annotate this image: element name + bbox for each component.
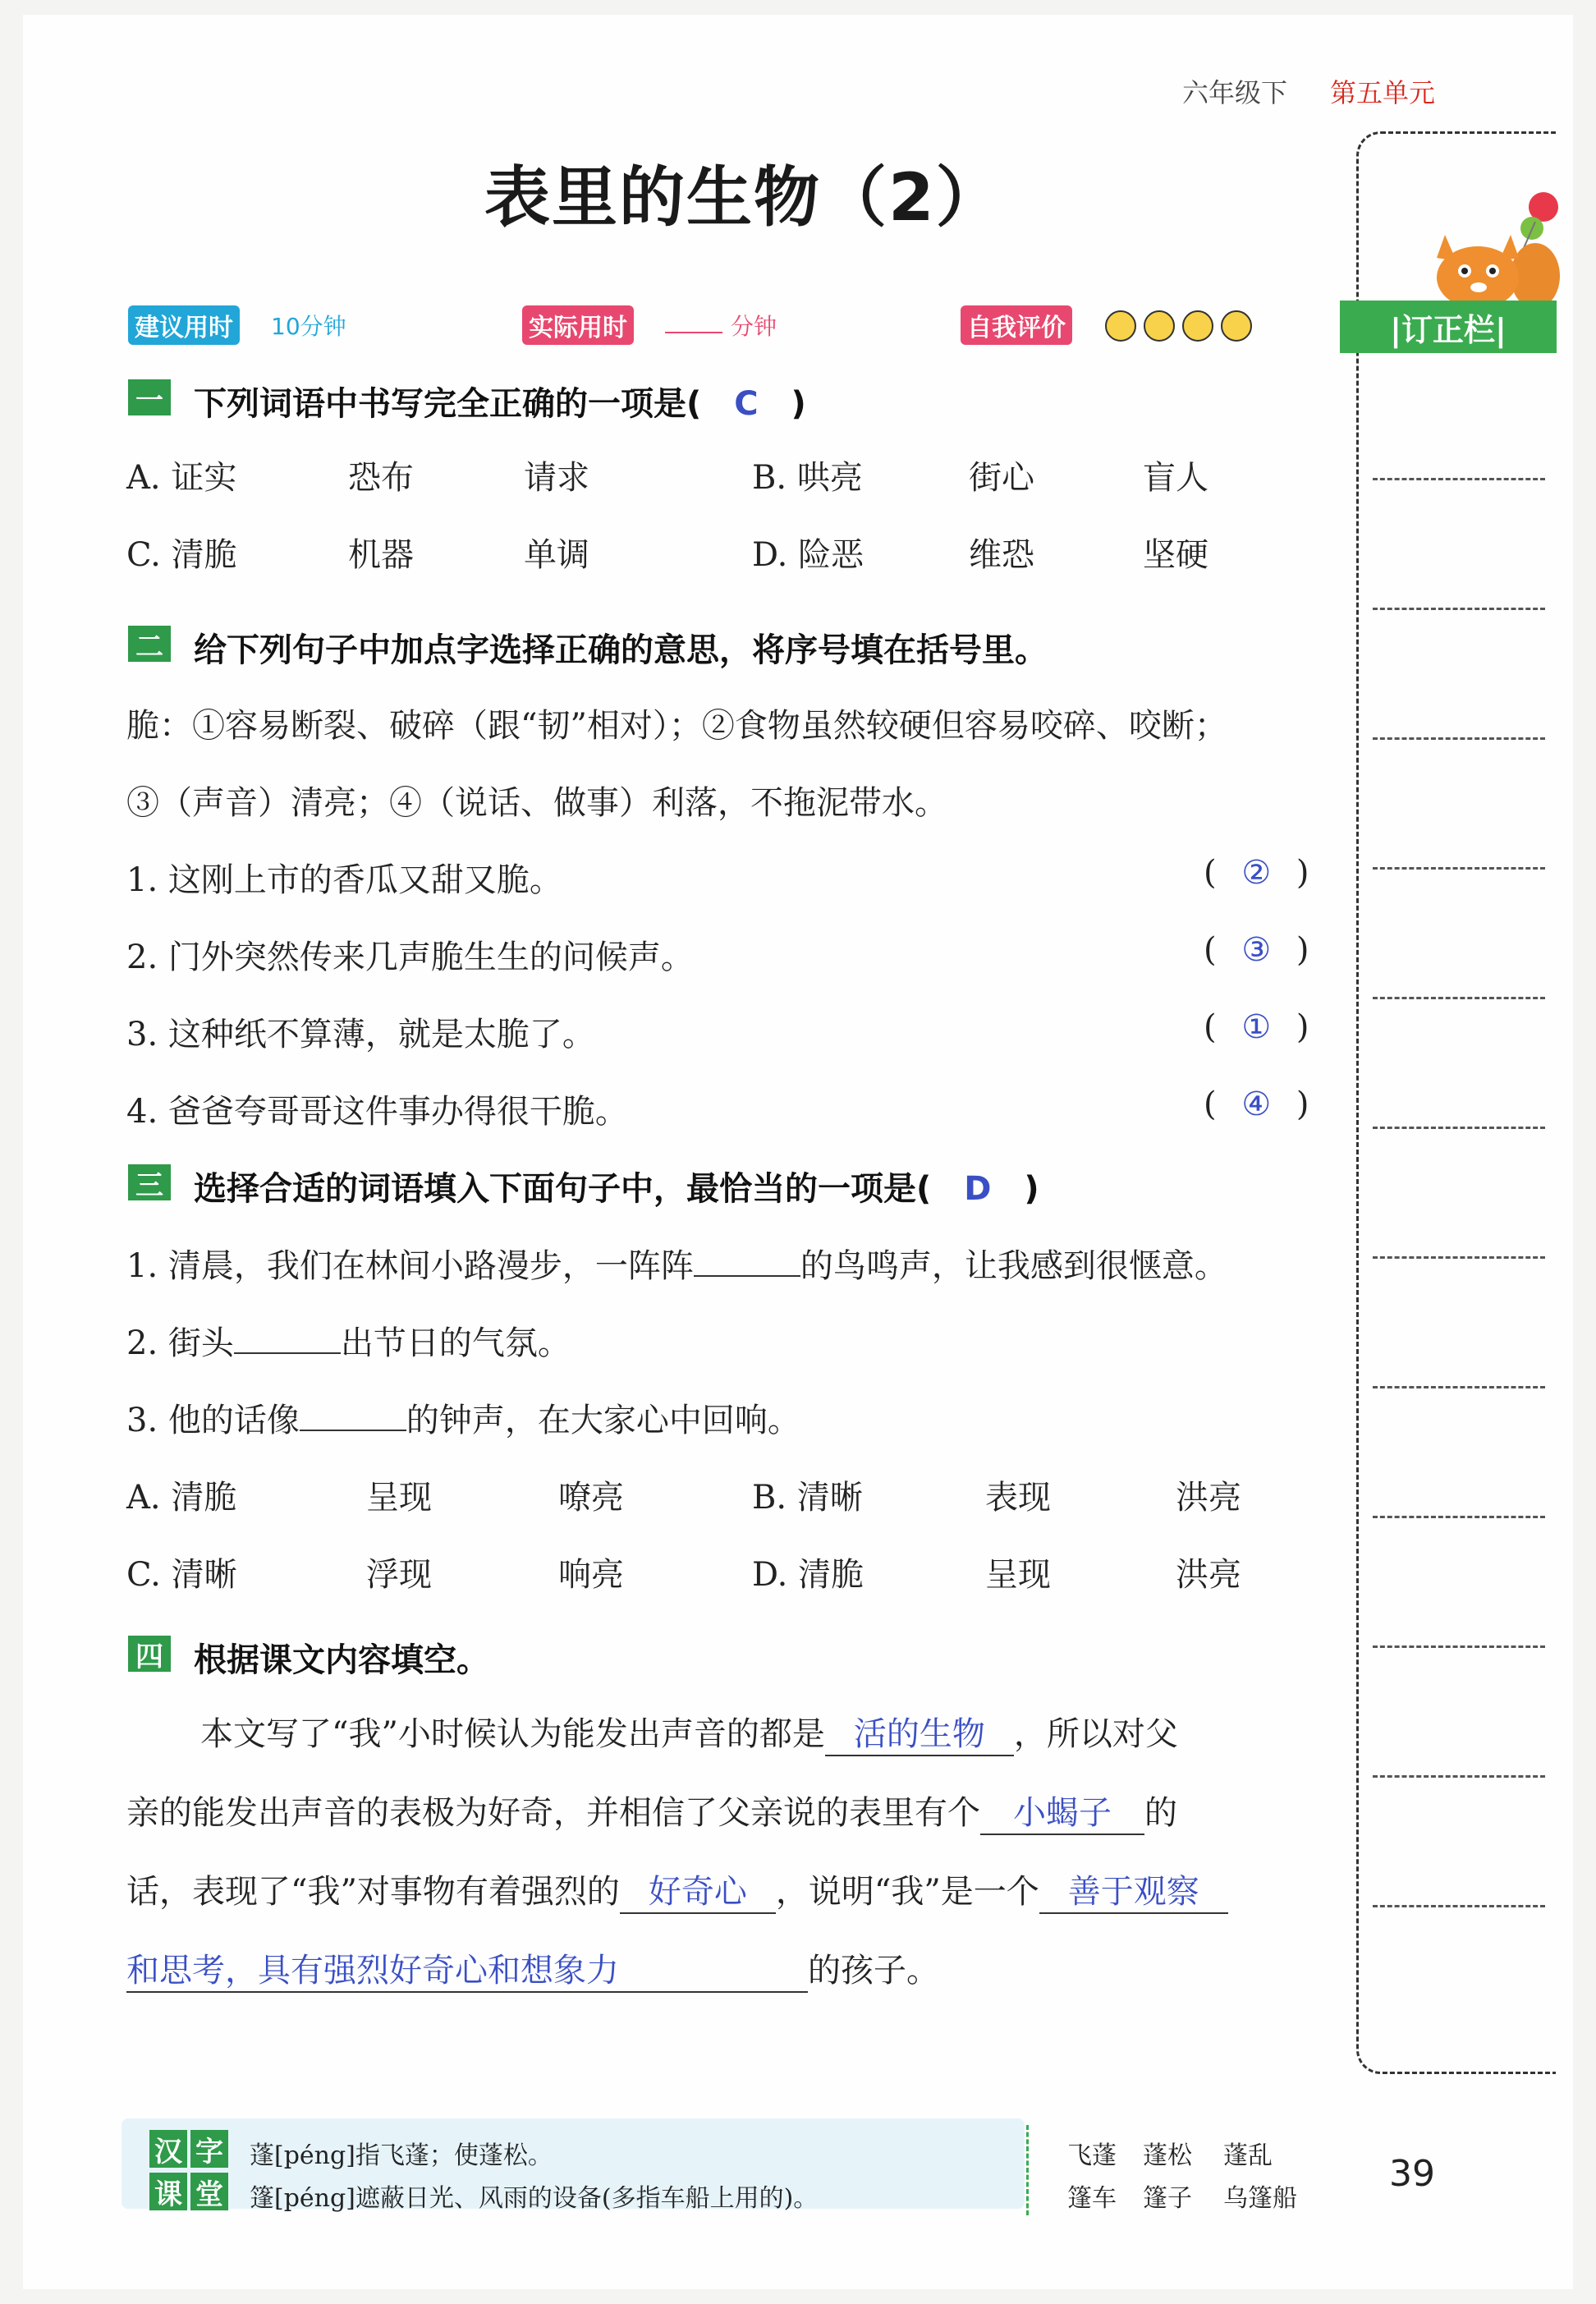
footer-badge-tang: 堂 — [190, 2173, 228, 2210]
suggested-time-tag: 建议用时 — [128, 305, 240, 345]
passage-line-2: 亲的能发出声音的表极为好奇，并相信了父亲说的表里有个 小蝎子 的 — [126, 1787, 1177, 1835]
correction-column-title: |订正栏| — [1340, 301, 1557, 353]
passage-line-1: 本文写了“我”小时候认为能发出声音的都是 活的生物 ，所以对父 — [200, 1708, 1178, 1756]
answer-paren-4: ( ④ ) — [1204, 1085, 1309, 1123]
happy-face-icon[interactable] — [1105, 310, 1136, 342]
self-eval-faces[interactable] — [1105, 310, 1255, 345]
smile-face-icon[interactable] — [1144, 310, 1175, 342]
s3-option-c-1: C. 清晰 — [126, 1556, 237, 1594]
section-1-badge: 一 — [128, 379, 171, 415]
s3-option-a-3: 嘹亮 — [558, 1479, 624, 1517]
section-1-title: 下列词语中书写完全正确的一项是( C ) — [194, 385, 806, 423]
actual-time-unit: 分钟 — [731, 313, 777, 340]
margin-rule — [1373, 1905, 1545, 1907]
hanzi-line-2: 篷[péng]遮蔽日光、风雨的设备(多指车船上用的)。 — [250, 2184, 819, 2213]
correction-column — [1356, 131, 1556, 2074]
definition-line-1: 脆：①容易断裂、破碎（跟“韧”相对）；②食物虽然较硬但容易咬碎、咬断； — [126, 707, 1227, 745]
actual-time-tag: 实际用时 — [522, 305, 634, 345]
neutral-face-icon[interactable] — [1182, 310, 1213, 342]
margin-rule — [1373, 1386, 1545, 1388]
answer-blank-1[interactable]: 活的生物 — [825, 1708, 1014, 1756]
answer-2[interactable]: ③ — [1241, 931, 1272, 969]
option-a-word-1: A. 证实 — [126, 459, 237, 497]
lesson-title: 表里的生物（2） — [484, 159, 1003, 236]
option-a-word-2: 恐布 — [348, 459, 414, 497]
margin-rule — [1373, 867, 1545, 870]
grade-label: 六年级下 — [1182, 77, 1288, 108]
footer-badge-han: 汉 — [149, 2130, 187, 2168]
answer-paren-1: ( ② ) — [1204, 854, 1309, 892]
section-4-badge: 四 — [128, 1636, 171, 1672]
s3-option-c-3: 响亮 — [558, 1556, 624, 1594]
section-2-badge: 二 — [128, 626, 171, 662]
option-d-word-2: 维恐 — [969, 536, 1034, 574]
answer-4[interactable]: ④ — [1241, 1085, 1272, 1123]
squirrel-mascot-icon — [1420, 186, 1560, 309]
sentence-4: 4. 爸爸夸哥哥这件事办得很干脆。 — [126, 1093, 628, 1131]
margin-rule — [1373, 1256, 1545, 1259]
s3-option-a-2: 呈现 — [366, 1479, 432, 1517]
margin-rule — [1373, 1516, 1545, 1518]
answer-3[interactable]: ① — [1241, 1008, 1272, 1046]
s3-option-b-3: 洪亮 — [1176, 1479, 1241, 1517]
margin-rule — [1373, 1645, 1545, 1648]
answer-blank-4[interactable]: 善于观察 — [1039, 1866, 1228, 1914]
margin-rule — [1373, 1127, 1545, 1129]
option-d-word-3: 坚硬 — [1143, 536, 1208, 574]
s3-option-d-3: 洪亮 — [1176, 1556, 1241, 1594]
word-list-1-item-2: 蓬松 — [1143, 2141, 1192, 2170]
section-2-title: 给下列句子中加点字选择正确的意思，将序号填在括号里。 — [194, 631, 1048, 669]
s3-option-d-2: 呈现 — [985, 1556, 1051, 1594]
margin-rule — [1373, 737, 1545, 740]
section-3-badge: 三 — [128, 1164, 171, 1200]
sad-face-icon[interactable] — [1221, 310, 1252, 342]
unit-label: 第五单元 — [1330, 77, 1436, 108]
word-list-1-item-3: 蓬乱 — [1223, 2141, 1273, 2170]
s3-option-d-1: D. 清脆 — [752, 1556, 864, 1594]
suggested-time-value: 10分钟 — [271, 313, 346, 340]
answer-blank-5[interactable]: 和思考，具有强烈好奇心和想象力 — [126, 1944, 808, 1993]
option-b-word-3: 盲人 — [1143, 459, 1208, 497]
passage-line-3: 话，表现了“我”对事物有着强烈的 好奇心 ，说明“我”是一个 善于观察 — [126, 1866, 1228, 1914]
option-c-word-2: 机器 — [348, 536, 414, 574]
section-3-answer[interactable]: D — [964, 1170, 992, 1208]
word-list-2-item-3: 乌篷船 — [1223, 2184, 1297, 2213]
s3-option-b-1: B. 清晰 — [752, 1479, 863, 1517]
option-b-word-1: B. 哄亮 — [752, 459, 863, 497]
fill-sentence-2: 2. 街头 出节日的气氛。 — [126, 1324, 571, 1362]
answer-paren-3: ( ① ) — [1204, 1008, 1309, 1046]
margin-rule — [1373, 997, 1545, 999]
s3-option-b-2: 表现 — [985, 1479, 1051, 1517]
option-d-word-1: D. 险恶 — [752, 536, 864, 574]
option-a-word-3: 请求 — [524, 459, 589, 497]
actual-time-input[interactable] — [665, 319, 722, 333]
self-eval-tag: 自我评价 — [961, 305, 1072, 345]
hanzi-line-1: 蓬[péng]指飞蓬；使蓬松。 — [250, 2141, 553, 2170]
answer-paren-2: ( ③ ) — [1204, 931, 1309, 969]
section-3-title: 选择合适的词语填入下面句子中，最恰当的一项是( D ) — [194, 1170, 1039, 1208]
option-b-word-2: 街心 — [969, 459, 1034, 497]
page-number: 39 — [1389, 2153, 1435, 2195]
passage-line-4: 和思考，具有强烈好奇心和想象力 的孩子。 — [126, 1944, 939, 1993]
word-list-2-item-2: 篷子 — [1143, 2184, 1192, 2213]
blank-2[interactable] — [234, 1352, 341, 1354]
fill-sentence-1: 1. 清晨，我们在林间小路漫步，一阵阵 的鸟鸣声，让我感到很惬意。 — [126, 1247, 1227, 1285]
blank-1[interactable] — [694, 1275, 800, 1277]
blank-3[interactable] — [300, 1430, 406, 1431]
option-c-word-3: 单调 — [524, 536, 589, 574]
fill-sentence-3: 3. 他的话像 的钟声，在大家心中回响。 — [126, 1402, 800, 1439]
answer-blank-3[interactable]: 好奇心 — [620, 1866, 776, 1914]
s3-option-c-2: 浮现 — [366, 1556, 432, 1594]
sentence-2: 2. 门外突然传来几声脆生生的问候声。 — [126, 939, 694, 976]
margin-rule — [1373, 1775, 1545, 1778]
option-c-word-1: C. 清脆 — [126, 536, 237, 574]
footer-badge-zi: 字 — [190, 2130, 228, 2168]
margin-rule — [1373, 608, 1545, 610]
section-4-title: 根据课文内容填空。 — [194, 1641, 489, 1679]
word-list-1-item-1: 飞蓬 — [1067, 2141, 1117, 2170]
footer-divider — [1026, 2125, 1029, 2215]
sentence-3: 3. 这种纸不算薄，就是太脆了。 — [126, 1016, 595, 1053]
answer-1[interactable]: ② — [1241, 854, 1272, 892]
margin-rule — [1373, 478, 1545, 480]
answer-blank-2[interactable]: 小蝎子 — [980, 1787, 1144, 1835]
definition-line-2: ③（声音）清亮；④（说话、做事）利落，不拖泥带水。 — [126, 784, 947, 822]
section-1-answer[interactable]: C — [734, 385, 759, 423]
s3-option-a-1: A. 清脆 — [126, 1479, 237, 1517]
footer-badge-ke: 课 — [149, 2173, 187, 2210]
word-list-2-item-1: 篷车 — [1067, 2184, 1117, 2213]
sentence-1: 1. 这刚上市的香瓜又甜又脆。 — [126, 861, 562, 899]
